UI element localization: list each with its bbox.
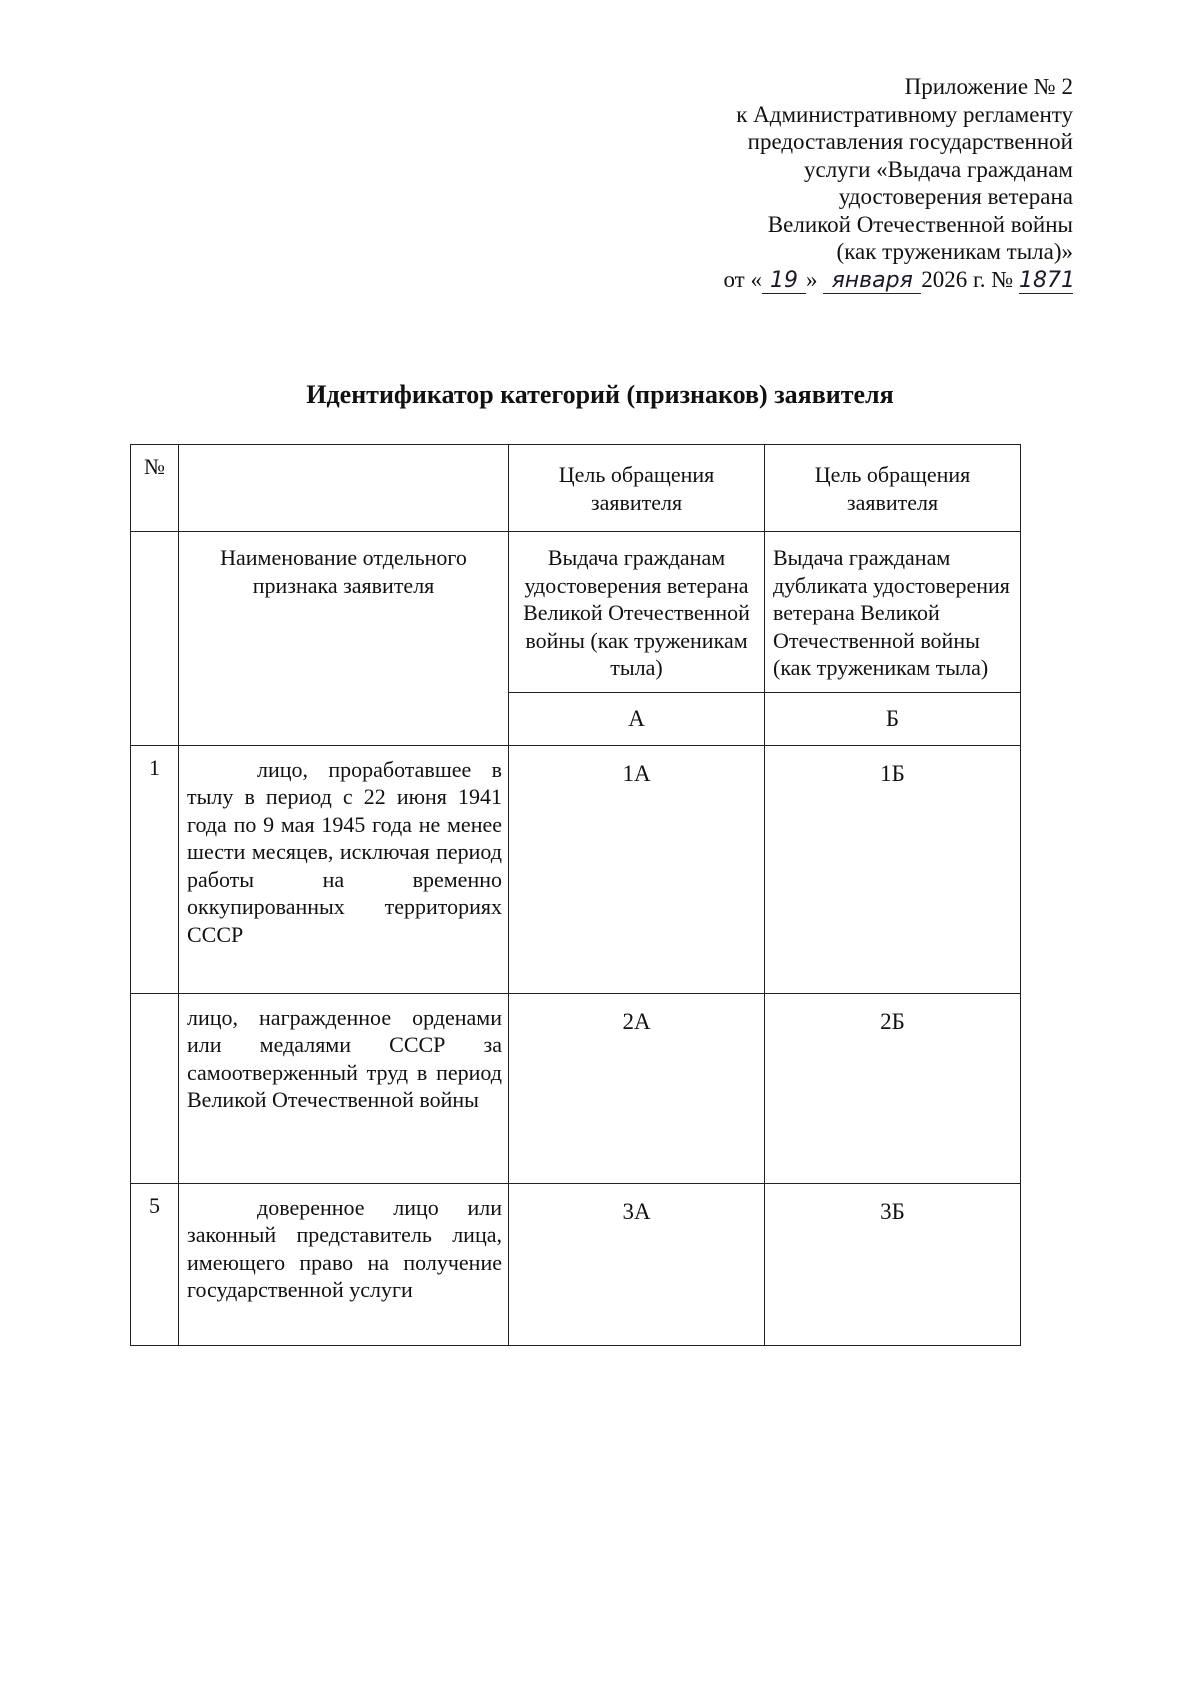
date-close-quote: » <box>805 266 818 292</box>
row-number: 1 <box>131 745 179 993</box>
purpose-a-description: Выдача гражданам удостоверения ветерана Великой Отечественной войны (как труженикам тыла) <box>509 532 765 693</box>
letter-b: Б <box>765 692 1021 745</box>
header-line: услуги «Выдача гражданам <box>803 156 1073 182</box>
letter-a: А <box>509 692 765 745</box>
applicant-category-table <box>130 444 1021 1346</box>
row-category-text: лицо, проработавшее в тылу в период с 22 июня 1941 года по 9 мая 1945 года не менее шести месяцев, исключая период работы на временно оккупированных территориях СССР <box>179 745 509 993</box>
purpose-b-description: Выдача гражданам дубликата удостоверения ветерана Великой Отечественной войны (как труженикам тыла) <box>765 532 1021 693</box>
row-code-a: 3А <box>509 1183 765 1345</box>
header-purpose-b: Цель обращения заявителя <box>765 445 1021 532</box>
date-prefix: от <box>723 266 745 292</box>
date-day-handwritten: 19 <box>762 269 806 294</box>
header-line: Приложение № 2 <box>904 74 1073 99</box>
date-year: 2026 г. № <box>921 266 1014 292</box>
row-number <box>131 993 179 1183</box>
row-code-b: 3Б <box>765 1183 1021 1345</box>
row-code-b: 2Б <box>765 993 1021 1183</box>
header-empty-cell <box>179 445 509 532</box>
table-description-row <box>131 532 1021 693</box>
row-code-b: 1Б <box>765 745 1021 993</box>
header-line: удостоверения ветерана <box>838 184 1073 209</box>
feature-name-label: Наименование отдельного признака заявителя <box>179 532 509 746</box>
appendix-header <box>723 73 1073 294</box>
row-number: 5 <box>131 1183 179 1345</box>
header-number: № <box>131 445 179 532</box>
header-line: к Административному регламенту <box>736 101 1073 127</box>
header-line: Великой Отечественной войны <box>767 211 1073 237</box>
header-line: предоставления государственной <box>747 129 1073 154</box>
date-month-handwritten: января <box>823 269 921 294</box>
row-code-a: 2А <box>509 993 765 1183</box>
header-purpose-a: Цель обращения заявителя <box>509 445 765 532</box>
row-category-text: лицо, награжденное орденами или медалями СССР за самоотверженный труд в период Великой Отечественной войны <box>179 993 509 1183</box>
header-line: (как труженикам тыла)» <box>836 239 1073 264</box>
description-number-cell <box>131 532 179 746</box>
document-date-line <box>723 266 1073 294</box>
table-row <box>131 993 1021 1183</box>
table-row <box>131 1183 1021 1345</box>
table-row <box>131 745 1021 993</box>
row-category-text: доверенное лицо или законный представитель лица, имеющего право на получение государственной услуги <box>179 1183 509 1345</box>
document-title: Идентификатор категорий (признаков) заявителя <box>306 380 894 409</box>
date-open-quote: « <box>750 266 762 292</box>
row-code-a: 1А <box>509 745 765 993</box>
table-header-row <box>131 445 1021 532</box>
document-number-handwritten: 1871 <box>1019 267 1075 293</box>
